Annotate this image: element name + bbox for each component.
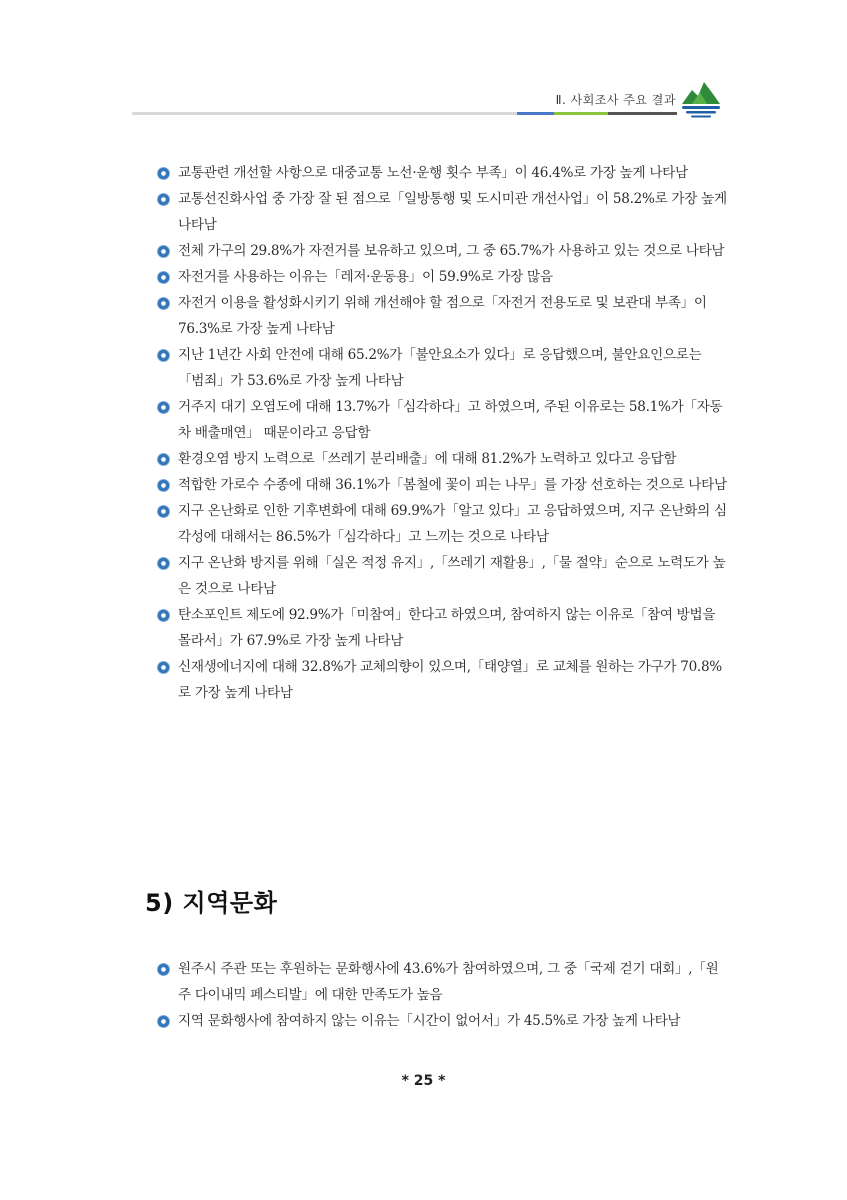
findings-list <box>157 160 727 706</box>
list-item <box>157 654 727 706</box>
list-item-text: 지난 1년간 사회 안전에 대해 65.2%가「불안요소가 있다」로 응답했으며, 불안요인으로는「범죄」가 53.6%로 가장 높게 나타남 <box>178 347 702 389</box>
list-item <box>157 160 727 186</box>
list-item <box>157 602 727 654</box>
header-rule-green <box>554 112 608 115</box>
list-item-text: 자전거를 사용하는 이유는「레저·운동용」이 59.9%로 가장 많음 <box>178 269 553 285</box>
bullet-icon <box>157 349 170 362</box>
list-item-text: 적합한 가로수 수종에 대해 36.1%가「봄철에 꽃이 피는 나무」를 가장 선호하는 것으로 나타남 <box>178 477 727 493</box>
list-item-text: 원주시 주관 또는 후원하는 문화행사에 43.6%가 참여하였으며, 그 중「국제 걷기 대회」,「원주 다이내믹 페스티발」에 대한 만족도가 높음 <box>178 961 719 1003</box>
header-rule <box>132 112 677 115</box>
bullet-icon <box>157 609 170 622</box>
bullet-icon <box>157 963 170 976</box>
header-rule-blue <box>517 112 554 115</box>
bullet-icon <box>157 661 170 674</box>
header-rule-gray <box>608 112 677 115</box>
list-item <box>157 550 727 602</box>
list-item <box>157 238 727 264</box>
bullet-icon <box>157 479 170 492</box>
list-item-text: 환경오염 방지 노력으로「쓰레기 분리배출」에 대해 81.2%가 노력하고 있다고 응답함 <box>178 451 677 467</box>
list-item <box>157 956 727 1008</box>
mountain-logo-icon <box>680 78 722 122</box>
page-number: * 25 * <box>401 1073 446 1089</box>
list-item-text: 교통선진화사업 중 가장 잘 된 점으로「일방통행 및 도시미관 개선사업」이 58.2%로 가장 높게 나타남 <box>178 191 727 233</box>
bullet-icon <box>157 1015 170 1028</box>
bullet-icon <box>157 401 170 414</box>
bullet-icon <box>157 505 170 518</box>
list-item <box>157 264 727 290</box>
list-item-text: 거주지 대기 오염도에 대해 13.7%가「심각하다」고 하였으며, 주된 이유로는 58.1%가「자동차 배출매연」 때문이라고 응답함 <box>178 399 723 441</box>
bullet-icon <box>157 167 170 180</box>
list-item <box>157 472 727 498</box>
list-item-text: 지구 온난화 방지를 위해「실온 적정 유지」,「쓰레기 재활용」,「물 절약」순으로 노력도가 높은 것으로 나타남 <box>178 555 726 597</box>
bullet-icon <box>157 271 170 284</box>
list-item <box>157 394 727 446</box>
list-item-text: 전체 가구의 29.8%가 자전거를 보유하고 있으며, 그 중 65.7%가 사용하고 있는 것으로 나타남 <box>178 243 725 259</box>
list-item <box>157 1008 727 1034</box>
bullet-icon <box>157 193 170 206</box>
list-item-text: 탄소포인트 제도에 92.9%가「미참여」한다고 하였으며, 참여하지 않는 이유로「참여 방법을 몰라서」가 67.9%로 가장 높게 나타남 <box>178 607 716 649</box>
culture-findings-list <box>157 956 727 1034</box>
list-item <box>157 446 727 472</box>
list-item-text: 지구 온난화로 인한 기후변화에 대해 69.9%가「알고 있다」고 응답하였으며, 지구 온난화의 심각성에 대해서는 86.5%가「심각하다」고 느끼는 것으로 나타남 <box>178 503 727 545</box>
list-item <box>157 186 727 238</box>
page-header <box>132 78 722 122</box>
list-item <box>157 290 727 342</box>
bullet-icon <box>157 453 170 466</box>
section-title: 5) 지역문화 <box>145 889 278 917</box>
list-item-text: 지역 문화행사에 참여하지 않는 이유는「시간이 없어서」가 45.5%로 가장 높게 나타남 <box>178 1013 681 1029</box>
list-item <box>157 498 727 550</box>
list-item-text: 자전거 이용을 활성화시키기 위해 개선해야 할 점으로「자전거 전용도로 및 보관대 부족」이 76.3%로 가장 높게 나타남 <box>178 295 707 337</box>
bullet-icon <box>157 245 170 258</box>
bullet-icon <box>157 557 170 570</box>
header-title: Ⅱ. 사회조사 주요 결과 <box>555 93 676 107</box>
list-item-text: 교통관련 개선할 사항으로 대중교통 노선·운행 횟수 부족」이 46.4%로 가장 높게 나타남 <box>178 165 688 181</box>
bullet-icon <box>157 297 170 310</box>
list-item-text: 신재생에너지에 대해 32.8%가 교체의향이 있으며,「태양열」로 교체를 원하는 가구가 70.8%로 가장 높게 나타남 <box>178 659 722 701</box>
list-item <box>157 342 727 394</box>
